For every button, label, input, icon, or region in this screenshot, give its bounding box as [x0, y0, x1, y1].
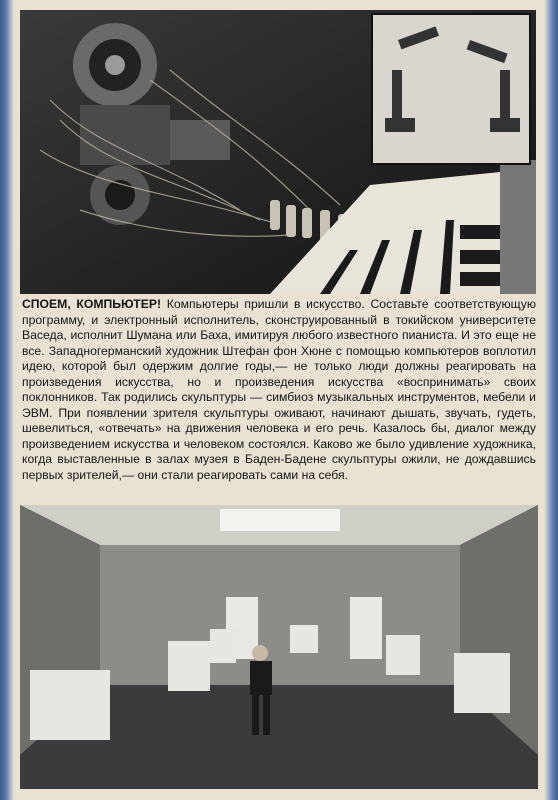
robot-organ-photo — [20, 10, 536, 294]
article-lead: СПОЕМ, КОМПЬЮТЕР! — [22, 297, 162, 311]
article-text — [22, 297, 536, 483]
article-body: Компьютеры пришли в искусство. Составьте соответствующую программу, и электронный исполнитель, сконструированный в токийском университете Васеда, исполнит Шумана или Баха, имитируя любого известного пианиста. И это еще не все. Западногерманский художник Штефан фон Хюне с помощью компьютеров воплотил идею, которой был одержим долгие годы,— не только люди должны реагировать на произведения искусства, но и произведения искусства «воспринимать» своих поклонников. Так родились скульптуры — симбиоз музыкальных инструментов, мебели и ЭВМ. При появлении зрителя скульптуры оживают, начинают дышать, звучать, гудеть, шевелиться, «отвечать» на движения человека и его речь. Казалось бы, диалог между произведением искусства и человеком состоялся. Каково же было удивление художника, когда выставленные в залах музея в Баден-Бадене скульптуры ожили, не дождавшись первых зрителей,— они стали реагировать сами на себя. — [22, 297, 536, 482]
museum-hall-photo — [20, 505, 538, 789]
